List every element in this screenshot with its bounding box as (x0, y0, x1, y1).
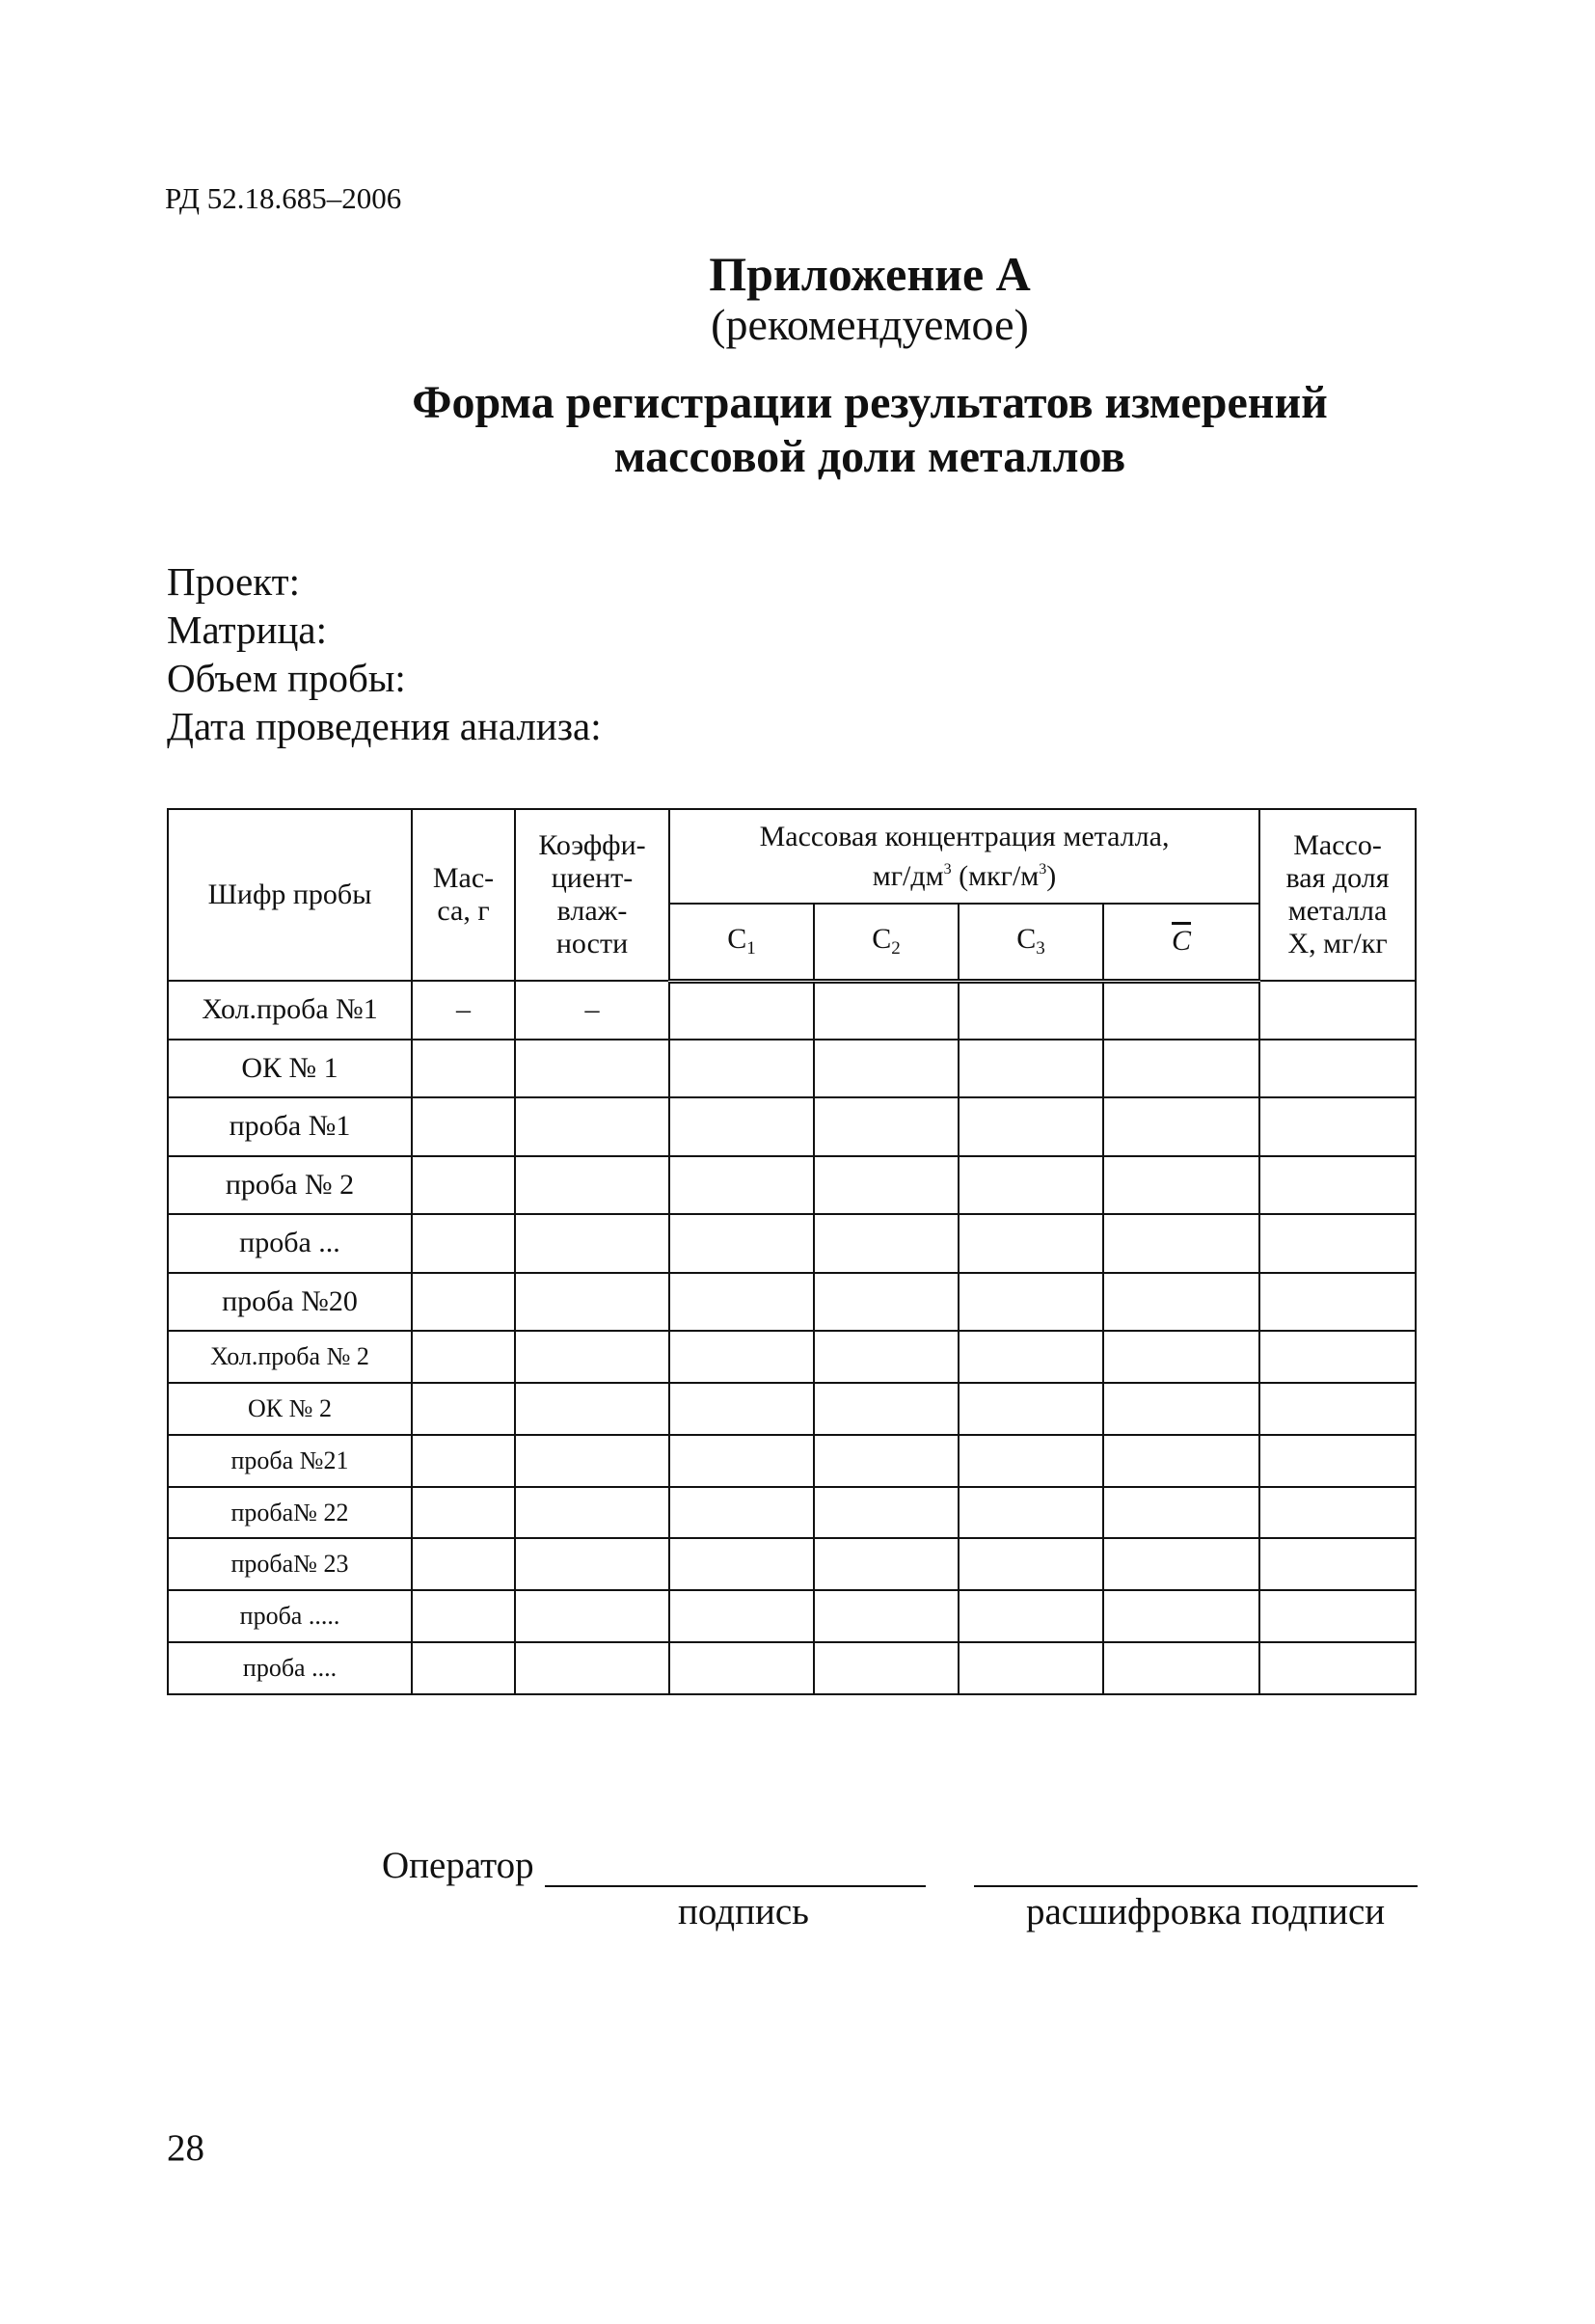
header-sample-code: Шифр пробы (168, 809, 412, 981)
form-title (0, 376, 1595, 484)
form-title-line1: Форма регистрации результатов измерений (412, 377, 1328, 428)
table-row (168, 1590, 1416, 1642)
sample-code: Хол.проба №1 (168, 981, 412, 1040)
header-mass: Мас- са, г (412, 809, 515, 981)
table-row (168, 1156, 1416, 1215)
sample-code: проба ..... (168, 1590, 412, 1642)
sample-code: ОК № 1 (168, 1040, 412, 1098)
table-row (168, 1383, 1416, 1435)
table-row (168, 1642, 1416, 1694)
appendix-subtitle: (рекомендуемое) (711, 300, 1029, 349)
sample-code: проба № 2 (168, 1156, 412, 1215)
signature-caption: подпись (678, 1891, 809, 1932)
meta-fields (167, 557, 602, 750)
header-c2: $С_2$ (814, 904, 959, 981)
appendix-title: Приложение А (709, 247, 1031, 301)
header-mass-concentration: Массовая концентрация металла, $мг/дм^3$ $(мкг/м^3)$ (669, 809, 1259, 904)
header-c-mean: $\overline{C}$ (1103, 904, 1259, 981)
header-mass-fraction: Массо- вая доля металла X, мг/кг (1259, 809, 1416, 981)
table-row (168, 1435, 1416, 1487)
mass-cell: – (412, 981, 515, 1040)
table-row (168, 1040, 1416, 1098)
coef-cell: – (515, 981, 669, 1040)
table-row (168, 1487, 1416, 1539)
table-row (168, 1214, 1416, 1273)
matrix-label: Матрица: (167, 608, 327, 652)
sample-code: проба .... (168, 1642, 412, 1694)
table-row (168, 1331, 1416, 1383)
table-row (168, 1538, 1416, 1590)
operator-label: Оператор (382, 1845, 534, 1886)
project-label: Проект: (167, 559, 300, 604)
sample-code: проба ... (168, 1214, 412, 1273)
sample-code: проба №1 (168, 1097, 412, 1156)
header-c3: $С_3$ (959, 904, 1103, 981)
sample-code: Хол.проба № 2 (168, 1331, 412, 1383)
signature-decode-line (974, 1885, 1418, 1887)
document-code: РД 52.18.685–2006 (165, 181, 402, 215)
sample-code: проба №20 (168, 1273, 412, 1332)
signature-decode-caption: расшифровка подписи (1026, 1891, 1386, 1932)
date-label: Дата проведения анализа: (167, 704, 602, 748)
volume-label: Объем пробы: (167, 656, 406, 700)
header-c1: $С_1$ (669, 904, 814, 981)
table-row (168, 1097, 1416, 1156)
table-row (168, 981, 1416, 1040)
sample-code: проба №21 (168, 1435, 412, 1487)
registration-table (167, 808, 1417, 1695)
sample-code: ОК № 2 (168, 1383, 412, 1435)
sample-code: проба№ 22 (168, 1487, 412, 1539)
table-row (168, 1273, 1416, 1332)
form-title-line2: массовой доли металлов (613, 431, 1126, 482)
header-moisture-coefficient: Коэффи- циент- влаж- ности (515, 809, 669, 981)
signature-line (545, 1885, 926, 1887)
page-number: 28 (167, 2127, 204, 2169)
sample-code: проба№ 23 (168, 1538, 412, 1590)
